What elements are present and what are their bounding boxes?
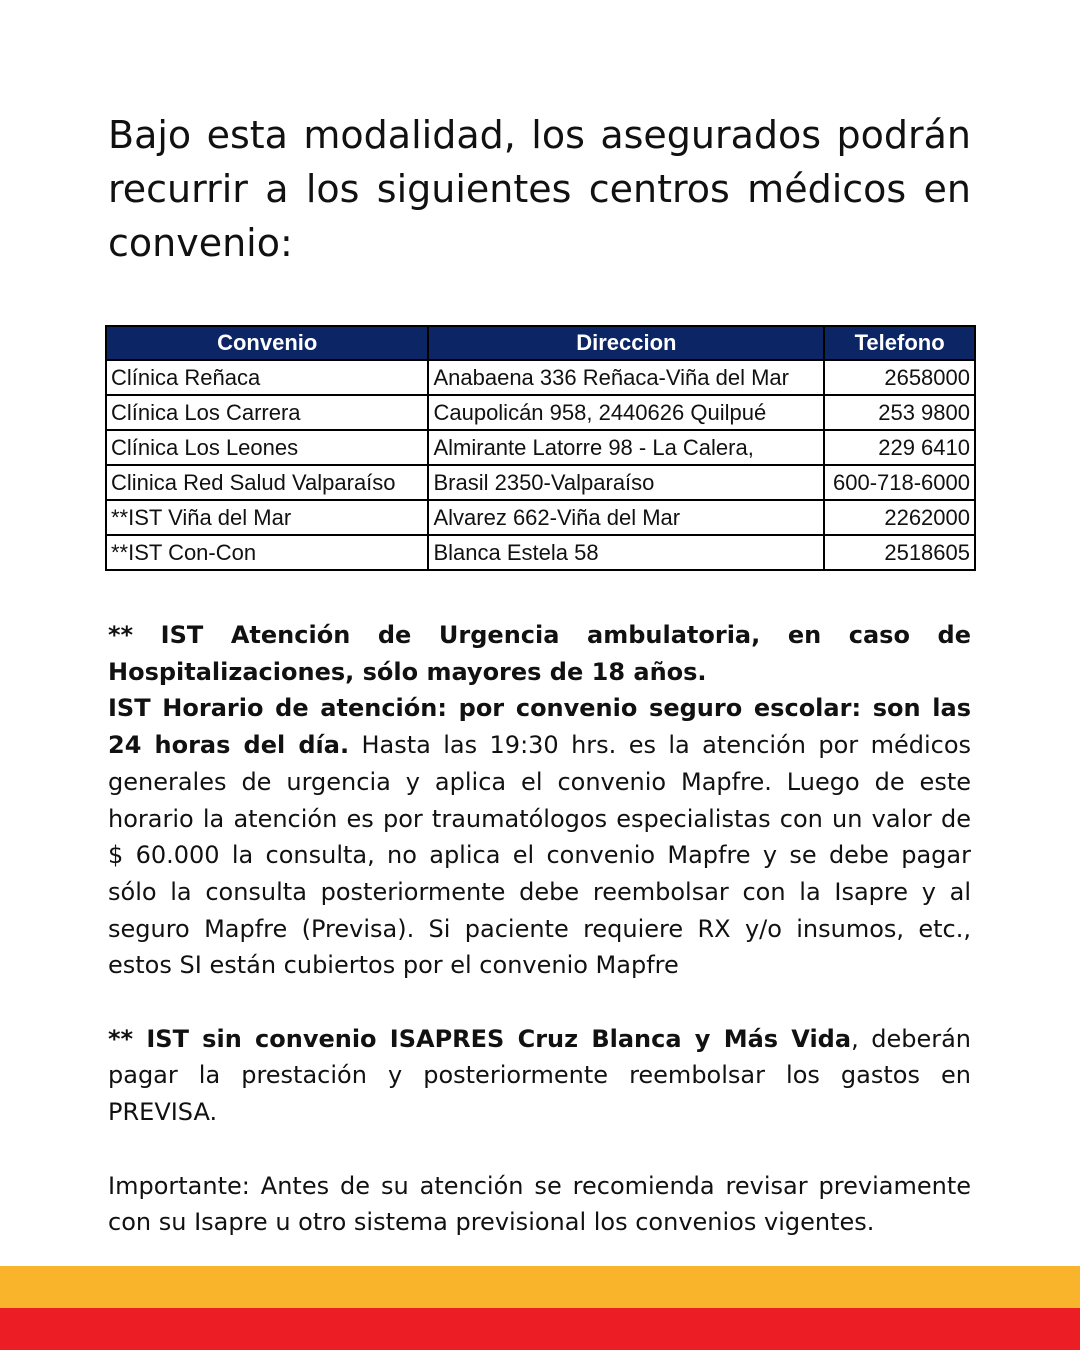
cell-telefono: 2262000 [824,500,974,535]
table-row [107,500,974,535]
note-horario [108,690,971,984]
note-horario-bold: IST Horario de atención: por convenio seguro escolar: son las 24 horas del día. [108,694,971,760]
table-row [107,395,974,430]
note-sin-convenio [108,1021,971,1131]
cell-convenio: Clínica Los Carrera [107,395,428,430]
cell-direccion: Brasil 2350-Valparaíso [428,465,824,500]
cell-convenio: Clínica Reñaca [107,360,428,395]
table-row [107,465,974,500]
note-sin-convenio-bold: ** IST sin convenio ISAPRES Cruz Blanca y Más Vida [108,1024,852,1053]
table-row [107,535,974,569]
table-row [107,430,974,465]
cell-direccion: Alvarez 662-Viña del Mar [428,500,824,535]
cell-telefono: 229 6410 [824,430,974,465]
note-importante: Importante: Antes de su atención se recomienda revisar previamente con su Isapre u otro sistema previsional los convenios vigentes. [108,1171,971,1237]
cell-telefono: 2658000 [824,360,974,395]
note-urgencia-bold: ** IST Atención de Urgencia ambulatoria, en caso de Hospitalizaciones, sólo mayores de 18 años. [108,621,971,686]
cell-convenio: Clínica Los Leones [107,430,428,465]
header-direccion: Direccion [428,327,824,360]
cell-direccion: Anabaena 336 Reñaca-Viña del Mar [428,360,824,395]
cell-direccion: Blanca Estela 58 [428,535,824,569]
note-urgencia [108,617,971,690]
header-convenio: Convenio [107,327,428,360]
cell-direccion: Caupolicán 958, 2440626 Quilpué [428,395,824,430]
table-header-row [107,327,974,360]
footer-band-red [0,1308,1080,1350]
note-sin-convenio-text: , deberán pagar la prestación y posteriormente reembolsar los gastos en PREVISA. [108,1024,971,1127]
header-telefono: Telefono [824,327,974,360]
table-row [107,360,974,395]
cell-direccion: Almirante Latorre 98 - La Calera, [428,430,824,465]
cell-convenio: Clinica Red Salud Valparaíso [107,465,428,500]
intro-paragraph: Bajo esta modalidad, los asegurados podrán recurrir a los siguientes centros médicos en convenio: [108,113,971,265]
note-horario-text: Hasta las 19:30 hrs. es la atención por médicos generales de urgencia y aplica el convenio Mapfre. Luego de este horario la atención es por traumatólogos especialistas con un valor de $ 60.000 la consulta, no aplica el convenio Mapfre y se debe pagar sólo la consulta posteriormente debe reembolsar con la Isapre y al seguro Mapfre (Previsa). Si paciente requiere RX y/o insumos, etc., estos SI están cubiertos por el convenio Mapfre [108,731,972,980]
cell-telefono: 253 9800 [824,395,974,430]
cell-telefono: 600-718-6000 [824,465,974,500]
cell-convenio: **IST Viña del Mar [107,500,428,535]
footer-band-yellow [0,1266,1080,1308]
convenios-table [105,325,976,571]
cell-telefono: 2518605 [884,539,970,565]
cell-convenio: **IST Con-Con [107,535,428,569]
notes-section [108,617,971,1241]
